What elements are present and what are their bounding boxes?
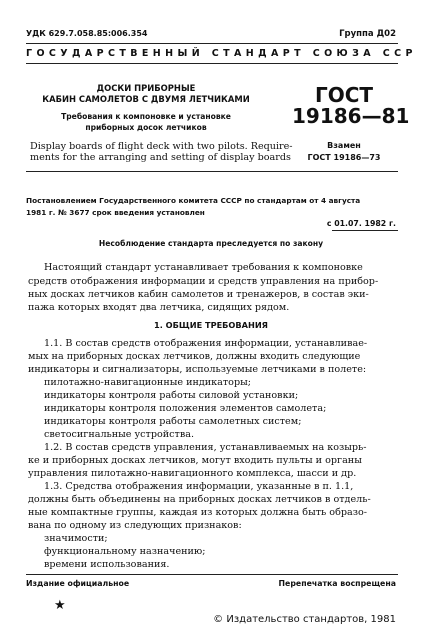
body-line: ке и приборных досках летчиков, могут входить пульты и органы	[28, 455, 362, 466]
body-line: светосигнальные устройства.	[44, 429, 195, 440]
decree-line: 1981 г. № 3677 срок введения установлен	[26, 208, 205, 217]
group-code: Группа Д02	[339, 29, 396, 39]
reprint-prohibited: Перепечатка воспрещена	[278, 579, 396, 588]
header-top-rule	[26, 43, 398, 44]
star-icon: ★	[54, 598, 66, 613]
footer-rule	[26, 574, 398, 575]
document-title	[30, 83, 262, 105]
section-title: 1. ОБЩИЕ ТРЕБОВАНИЯ	[154, 320, 268, 330]
body-line: времени использования.	[44, 559, 170, 570]
document-title-line: ДОСКИ ПРИБОРНЫЕ	[96, 83, 196, 93]
body-line: 1.1. В состав средств отображения информации, устанавливае-	[44, 338, 368, 349]
english-title-line: Display boards of flight deck with two pilots. Require-	[30, 141, 293, 152]
effective-date: с 01.07. 1982 г.	[326, 219, 396, 228]
body-line: индикаторы контроля работы силовой установки;	[44, 390, 299, 401]
decree-text	[26, 195, 360, 219]
english-title-line: ments for the arranging and setting of display boards	[30, 152, 291, 163]
intro-line: пажа которых входят два летчика, сидящих рядом.	[28, 302, 290, 313]
decree-line: Постановлением Государственного комитета СССР по стандартам от 4 августа	[26, 196, 361, 205]
english-title	[30, 141, 293, 163]
gost-label: ГОСТ	[314, 83, 374, 107]
standard-banner: ГОСУДАРСТВЕННЫЙ СТАНДАРТ СОЮЗА ССР	[26, 48, 417, 59]
body-line: пилотажно-навигационные индикаторы;	[44, 377, 251, 388]
body-line: функциональному назначению;	[44, 546, 206, 557]
replaces-value: ГОСТ 19186—73	[307, 153, 381, 162]
copyright: © Издательство стандартов, 1981	[213, 614, 396, 625]
intro-line: ных досках летчиков кабин самолетов и тренажеров, в состав эки-	[28, 289, 369, 300]
document-subtitle-line: Требования к компоновке и установке	[61, 112, 231, 121]
intro-line: Настоящий стандарт устанавливает требования к компоновке	[44, 262, 363, 273]
body-line: индикаторы и сигнализаторы, используемые летчиками в полете:	[28, 364, 367, 375]
body-line: индикаторы контроля работы самолетных систем;	[44, 416, 302, 427]
body-line: управления пилотажно-навигационного комплекса, шасси и др.	[28, 468, 357, 479]
replaces-label: Взамен	[327, 141, 361, 150]
legal-warning: Несоблюдение стандарта преследуется по закону	[98, 239, 324, 248]
official-edition: Издание официальное	[26, 579, 130, 588]
document-title-line: КАБИН САМОЛЕТОВ С ДВУМЯ ЛЕТЧИКАМИ	[42, 94, 250, 104]
body-line: мых на приборных досках летчиков, должны входить следующие	[28, 351, 361, 362]
title-block-rule	[26, 171, 398, 172]
body-line: вана по одному из следующих признаков:	[28, 520, 242, 531]
effective-date-underline	[332, 230, 398, 231]
udk-code: УДК 629.7.058.85:006.354	[26, 29, 148, 38]
document-subtitle-line: приборных досок летчиков	[85, 123, 207, 132]
header-bottom-rule	[26, 63, 398, 64]
document-subtitle	[30, 111, 262, 133]
body-line: 1.3. Средства отображения информации, указанные в п. 1.1,	[44, 481, 354, 492]
intro-line: средств отображения информации и средств управления на прибор-	[28, 276, 379, 287]
gost-number: 19186—81	[292, 104, 410, 128]
body-line: ные компактные группы, каждая из которых должна быть образо-	[28, 507, 367, 518]
body-line: 1.2. В состав средств управления, устанавливаемых на козырь-	[44, 442, 367, 453]
body-line: индикаторы контроля положения элементов самолета;	[44, 403, 327, 414]
body-line: должны быть объединены на приборных досках летчиков в отдель-	[28, 494, 371, 505]
body-line: значимости;	[44, 533, 108, 544]
